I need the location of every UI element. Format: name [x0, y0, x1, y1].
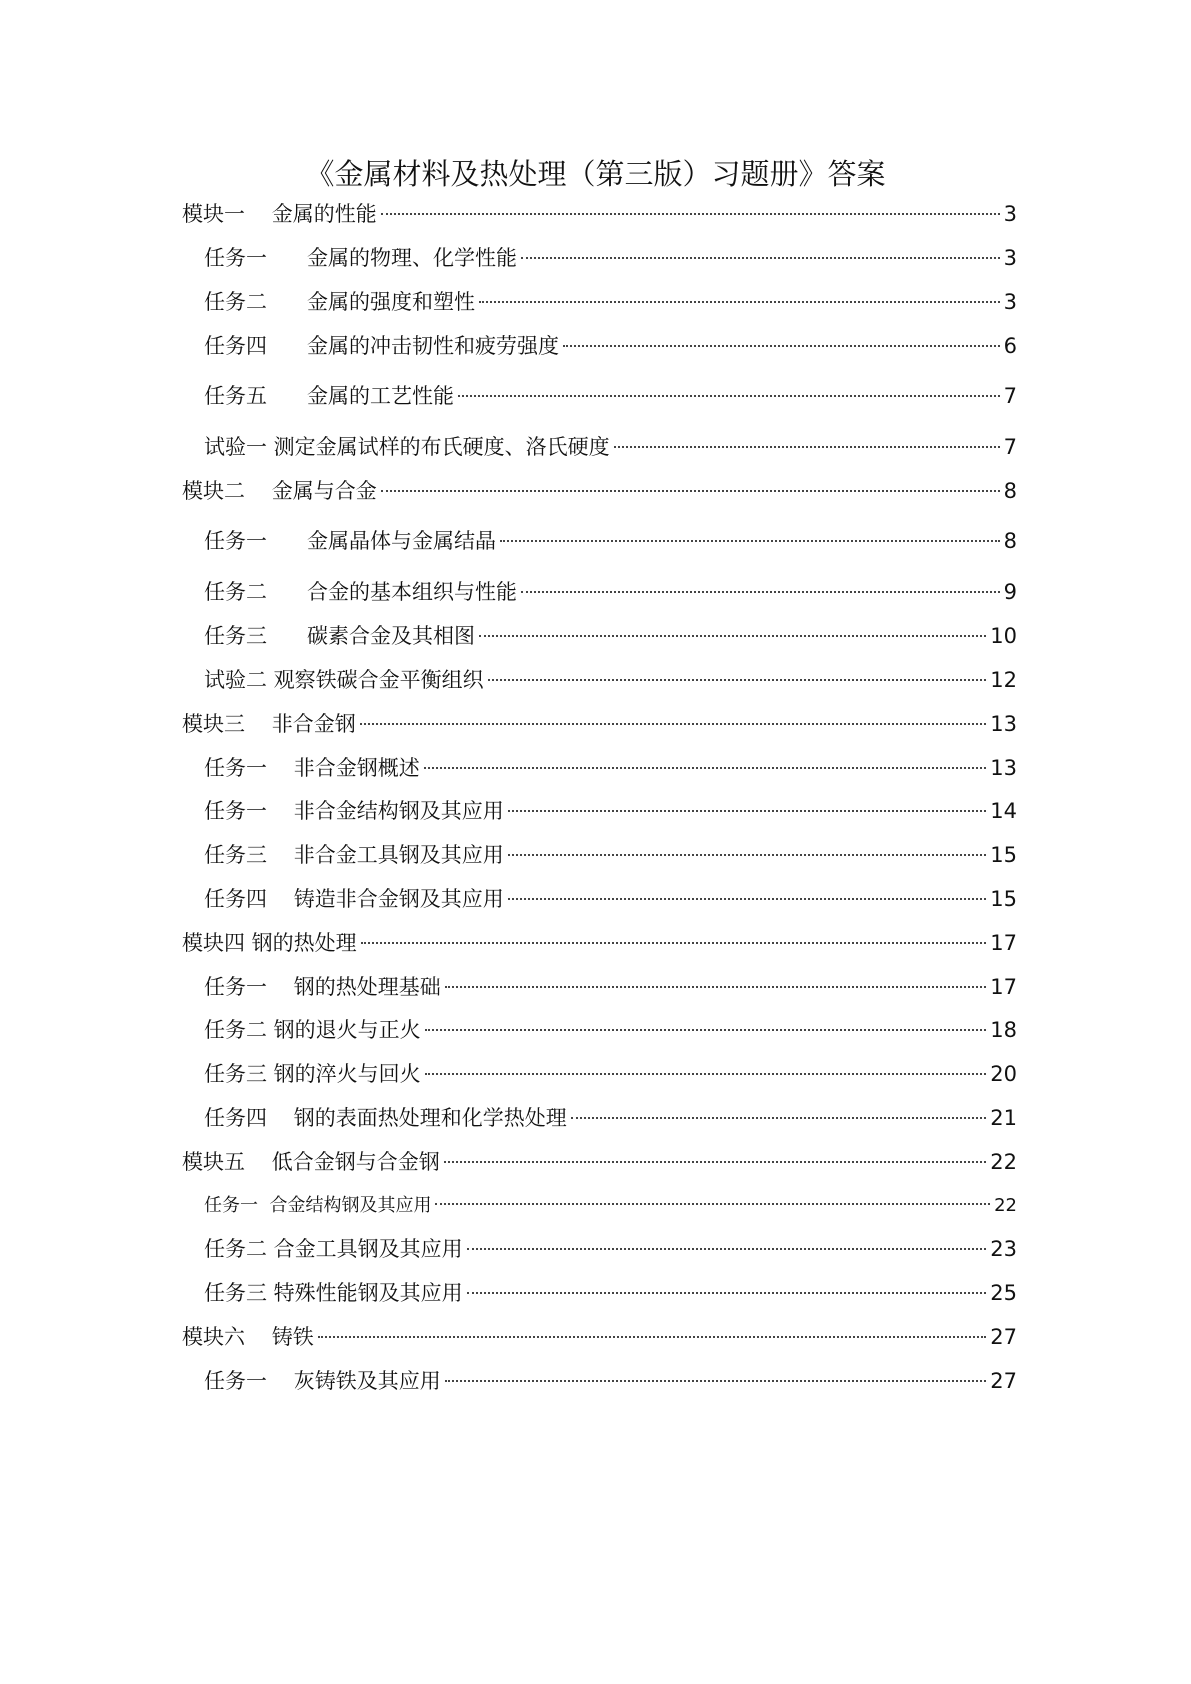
toc-entry-label: 任务二 钢的退火与正火 — [204, 1018, 421, 1042]
toc-page-number: 25 — [990, 1281, 1017, 1305]
toc-entry-label: 模块四 钢的热处理 — [182, 931, 357, 955]
toc-entry-task[interactable] — [204, 838, 1017, 872]
toc-entry-task[interactable] — [204, 241, 1017, 275]
toc-page-number: 22 — [994, 1195, 1017, 1216]
toc-entry-experiment[interactable] — [204, 663, 1017, 697]
toc-page-number: 18 — [990, 1018, 1017, 1042]
toc-page-number: 15 — [990, 843, 1017, 867]
toc-page-number: 17 — [990, 931, 1017, 955]
dot-leader — [381, 490, 1000, 492]
toc-entry-task[interactable] — [204, 794, 1017, 828]
toc-entry-task[interactable] — [204, 329, 1017, 363]
toc-page-number: 14 — [990, 799, 1017, 823]
toc-page-number: 6 — [1003, 334, 1017, 358]
toc-entry-task[interactable] — [204, 1232, 1017, 1266]
dot-leader — [360, 723, 987, 725]
dot-leader — [488, 679, 987, 681]
toc-entry-task[interactable] — [204, 1276, 1017, 1310]
toc-entry-task[interactable] — [204, 1189, 1017, 1223]
toc-entry-module-3[interactable] — [182, 707, 1017, 741]
toc-entry-label: 任务三 碳素合金及其相图 — [204, 624, 476, 648]
toc-page-number: 17 — [990, 975, 1017, 999]
toc-page-number: 8 — [1003, 529, 1017, 553]
toc-entry-label: 任务三 非合金工具钢及其应用 — [204, 843, 504, 867]
toc-entry-label: 任务四 铸造非合金钢及其应用 — [204, 887, 504, 911]
toc-entry-module-6[interactable] — [182, 1320, 1017, 1354]
toc-entry-label: 任务五 金属的工艺性能 — [204, 384, 455, 408]
dot-leader — [458, 395, 1000, 397]
toc-page-number: 3 — [1003, 202, 1017, 226]
toc-entry-label: 任务一 钢的热处理基础 — [204, 975, 441, 999]
toc-entry-label: 任务一 金属晶体与金属结晶 — [204, 529, 497, 553]
toc-entry-task[interactable] — [204, 1364, 1017, 1398]
toc-page-number: 9 — [1003, 580, 1017, 604]
toc-entry-task[interactable] — [204, 285, 1017, 319]
toc-entry-label: 任务三 钢的淬火与回火 — [204, 1062, 421, 1086]
toc-entry-task[interactable] — [204, 619, 1017, 653]
toc-entry-label: 任务二 金属的强度和塑性 — [204, 290, 476, 314]
document-title: 《金属材料及热处理（第三版）习题册》答案 — [305, 157, 886, 191]
toc-page-number: 21 — [990, 1106, 1017, 1130]
toc-page-number: 20 — [990, 1062, 1017, 1086]
dot-leader — [521, 257, 1000, 259]
toc-entry-experiment[interactable] — [204, 430, 1017, 464]
toc-entry-task[interactable] — [204, 882, 1017, 916]
dot-leader — [614, 446, 1000, 448]
toc-entry-task[interactable] — [204, 1013, 1017, 1047]
dot-leader — [425, 1073, 987, 1075]
toc-page-number: 23 — [990, 1237, 1017, 1261]
toc-page-number: 8 — [1003, 479, 1017, 503]
toc-entry-label: 任务四 钢的表面热处理和化学热处理 — [204, 1106, 567, 1130]
toc-entry-module-2[interactable] — [182, 474, 1017, 508]
dot-leader — [467, 1248, 987, 1250]
toc-entry-task[interactable] — [204, 751, 1017, 785]
dot-leader — [381, 213, 1000, 215]
dot-leader — [508, 898, 987, 900]
toc-page-number: 3 — [1003, 290, 1017, 314]
toc-entry-label: 任务一 金属的物理、化学性能 — [204, 246, 518, 270]
dot-leader — [445, 986, 987, 988]
dot-leader — [500, 540, 1000, 542]
toc-entry-module-4[interactable] — [182, 926, 1017, 960]
toc-entry-task[interactable] — [204, 970, 1017, 1004]
toc-entry-label: 模块一 金属的性能 — [182, 202, 377, 226]
dot-leader — [425, 1029, 987, 1031]
toc-entry-label: 任务二 合金的基本组织与性能 — [204, 580, 518, 604]
dot-leader — [444, 1161, 987, 1163]
toc-entry-label: 试验二 观察铁碳合金平衡组织 — [204, 668, 484, 692]
dot-leader — [563, 345, 1000, 347]
dot-leader — [424, 767, 987, 769]
toc-page-number: 7 — [1003, 435, 1017, 459]
toc-page-number: 27 — [990, 1369, 1017, 1393]
dot-leader — [521, 591, 1000, 593]
toc-page-number: 3 — [1003, 246, 1017, 270]
dot-leader — [571, 1117, 987, 1119]
toc-page-number: 12 — [990, 668, 1017, 692]
toc-entry-module-1[interactable] — [182, 197, 1017, 231]
dot-leader — [435, 1203, 990, 1205]
toc-entry-label: 任务一 灰铸铁及其应用 — [204, 1369, 441, 1393]
toc-entry-label: 任务二 合金工具钢及其应用 — [204, 1237, 463, 1261]
toc-entry-label: 模块六 铸铁 — [182, 1325, 314, 1349]
toc-entry-task[interactable] — [204, 1101, 1017, 1135]
toc-page-number: 22 — [990, 1150, 1017, 1174]
toc-entry-label: 任务一 非合金结构钢及其应用 — [204, 799, 504, 823]
dot-leader — [445, 1380, 987, 1382]
toc-page-number: 7 — [1003, 384, 1017, 408]
toc-page-number: 13 — [990, 756, 1017, 780]
dot-leader — [318, 1336, 987, 1338]
toc-entry-label: 任务一 合金结构钢及其应用 — [204, 1195, 432, 1216]
toc-entry-task[interactable] — [204, 524, 1017, 558]
toc-entry-task[interactable] — [204, 1057, 1017, 1091]
toc-entry-label: 模块五 低合金钢与合金钢 — [182, 1150, 440, 1174]
toc-entry-task[interactable] — [204, 575, 1017, 609]
dot-leader — [361, 942, 987, 944]
toc-page-number: 15 — [990, 887, 1017, 911]
dot-leader — [479, 301, 1000, 303]
toc-entry-label: 试验一 测定金属试样的布氏硬度、洛氏硬度 — [204, 435, 610, 459]
toc-entry-task[interactable] — [204, 379, 1017, 413]
dot-leader — [479, 635, 986, 637]
dot-leader — [508, 810, 987, 812]
toc-page-number: 10 — [990, 624, 1017, 648]
dot-leader — [508, 854, 987, 856]
toc-page-number: 13 — [990, 712, 1017, 736]
toc-entry-label: 模块二 金属与合金 — [182, 479, 377, 503]
toc-page-number: 27 — [990, 1325, 1017, 1349]
toc-entry-label: 模块三 非合金钢 — [182, 712, 356, 736]
toc-entry-label: 任务三 特殊性能钢及其应用 — [204, 1281, 463, 1305]
toc-entry-label: 任务一 非合金钢概述 — [204, 756, 420, 780]
toc-entry-label: 任务四 金属的冲击韧性和疲劳强度 — [204, 334, 560, 358]
dot-leader — [467, 1292, 987, 1294]
toc-entry-module-5[interactable] — [182, 1145, 1017, 1179]
